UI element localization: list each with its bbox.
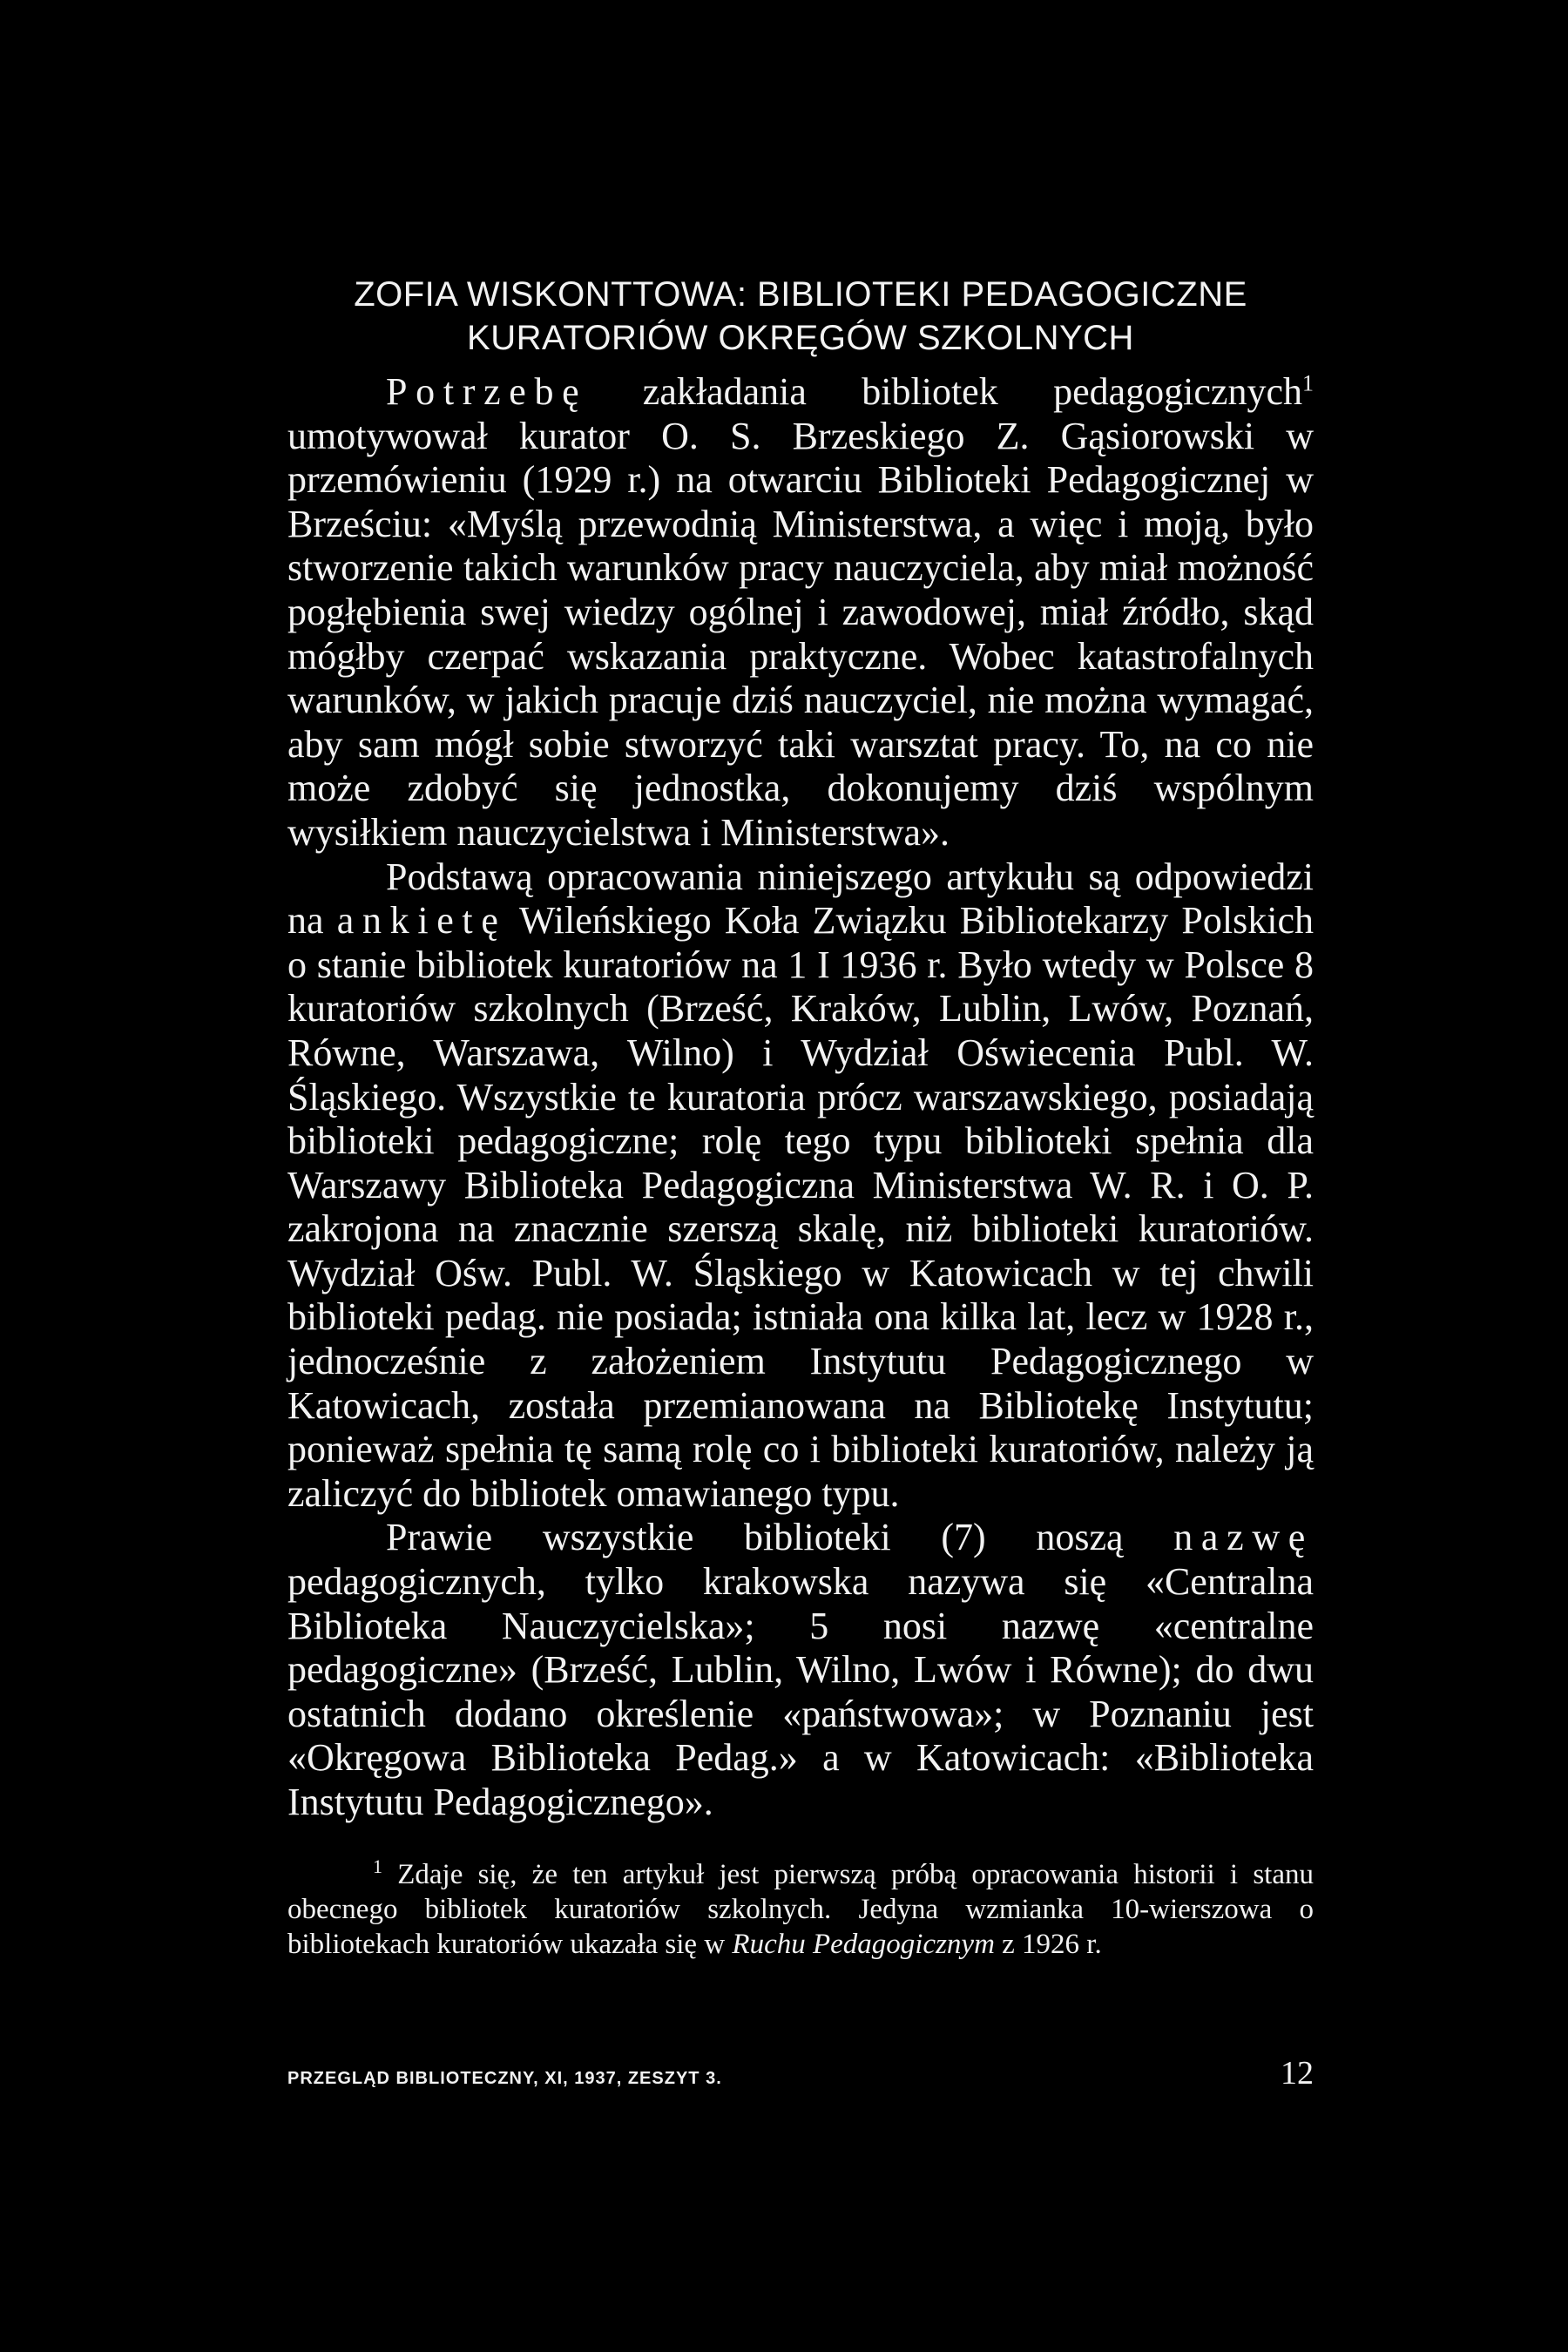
paragraph-1 <box>287 370 1314 855</box>
title-line-2: KURATORIÓW OKRĘGÓW SZKOLNYCH <box>467 319 1134 357</box>
footnote-text-a: Zdaje się, że ten artykuł jest pierwszą próbą opracowania historii i stanu obecnego bibliotek kuratoriów szkolnych. Jedyna wzmianka 10-wierszowa o bibliotekach kuratoriów ukazała się w <box>287 1858 1314 1960</box>
page-number: 12 <box>1281 2055 1314 2092</box>
paragraph-1-lead: Potrzebę <box>386 370 588 413</box>
page-footer <box>287 2054 1314 2092</box>
journal-reference: PRZEGLĄD BIBLIOTECZNY, XI, 1937, ZESZYT 3. <box>287 2069 722 2088</box>
footnote-italic-title: Ruchu Pedagogicznym <box>732 1928 995 1960</box>
article-body <box>287 273 1314 1990</box>
paragraph-2-spaced-word: ankietę <box>336 899 507 943</box>
footnote <box>287 1849 1314 1962</box>
title-line-1: ZOFIA WISKONTTOWA: BIBLIOTEKI PEDAGOGICZNE <box>354 275 1247 314</box>
paragraph-2-text-a: Podstawą opracowania niniejszego artykułu są odpowiedzi na <box>287 855 1314 943</box>
paragraph-2 <box>287 855 1314 1517</box>
paragraph-1-text-b: umotywował kurator O. S. Brzeskiego Z. Gąsiorowski w przemówieniu (1929 r.) na otwarciu Biblioteki Pedagogicznej w Brześciu: «Myślą przewodnią Ministerstwa, a więc i moją, było stworzenie takich warunków pracy nauczyciela, aby miał możność pogłębienia swej wiedzy ogólnej i zawodowej, miał źródło, skąd mógłby czerpać wskazania praktyczne. Wobec katastrofalnych warunków, w jakich pracuje dziś nauczyciel, nie można wymagać, aby sam mógł sobie stworzyć taki warsztat pracy. To, na co nie może zdobyć się jednostka, dokonujemy dziś wspólnym wysiłkiem nauczycielstwa i Ministerstwa». <box>287 414 1314 854</box>
paragraph-3-spaced-word: nazwę <box>1173 1516 1314 1559</box>
paragraph-3 <box>287 1516 1314 1824</box>
paragraph-3-text-b: pedagogicznych, tylko krakowska nazywa się «Centralna Biblioteka Nauczycielska»; 5 nosi nazwę «centralne pedagogiczne» (Brześć, Lublin, Wilno, Lwów i Równe); do dwu ostatnich dodano określenie «państwowa»; w Poznaniu jest «Okręgowa Biblioteka Pedag.» a w Katowicach: «Biblioteka Instytutu Pedagogicznego». <box>287 1560 1314 1823</box>
paragraph-3-text-a: Prawie wszystkie biblioteki (7) noszą <box>386 1516 1174 1559</box>
footnote-text-b: z 1926 r. <box>994 1928 1102 1960</box>
paragraph-1-text-a: zakładania bibliotek pedagogicznych <box>587 370 1302 413</box>
footnote-reference: 1 <box>1302 370 1314 396</box>
paragraph-2-text-b: Wileńskiego Koła Związku Bibliotekarzy Polskich o stanie bibliotek kuratoriów na 1 I 1936 r. Było wtedy w Polsce 8 kuratoriów szkolnych (Brześć, Kraków, Lublin, Lwów, Poznań, Równe, Warszawa, Wilno) i Wydział Oświecenia Publ. W. Śląskiego. Wszystkie te kuratoria prócz warszawskiego, posiadają biblioteki pedagogiczne; rolę tego typu biblioteki spełnia dla Warszawy Biblioteka Pedagogiczna Ministerstwa W. R. i O. P. zakrojona na znacznie szerszą skalę, niż biblioteki kuratoriów. Wydział Ośw. Publ. W. Śląskiego w Katowicach w tej chwili biblioteki pedag. nie posiada; istniała ona kilka lat, lecz w 1928 r., jednocześnie z założeniem Instytutu Pedagogicznego w Katowicach, została przemianowana na Bibliotekę Instytutu; ponieważ spełnia tę samą rolę co i biblioteki kuratoriów, należy ją zaliczyć do bibliotek omawianego typu. <box>287 899 1314 1515</box>
article-title <box>287 273 1314 360</box>
footnote-marker: 1 <box>373 1855 382 1877</box>
